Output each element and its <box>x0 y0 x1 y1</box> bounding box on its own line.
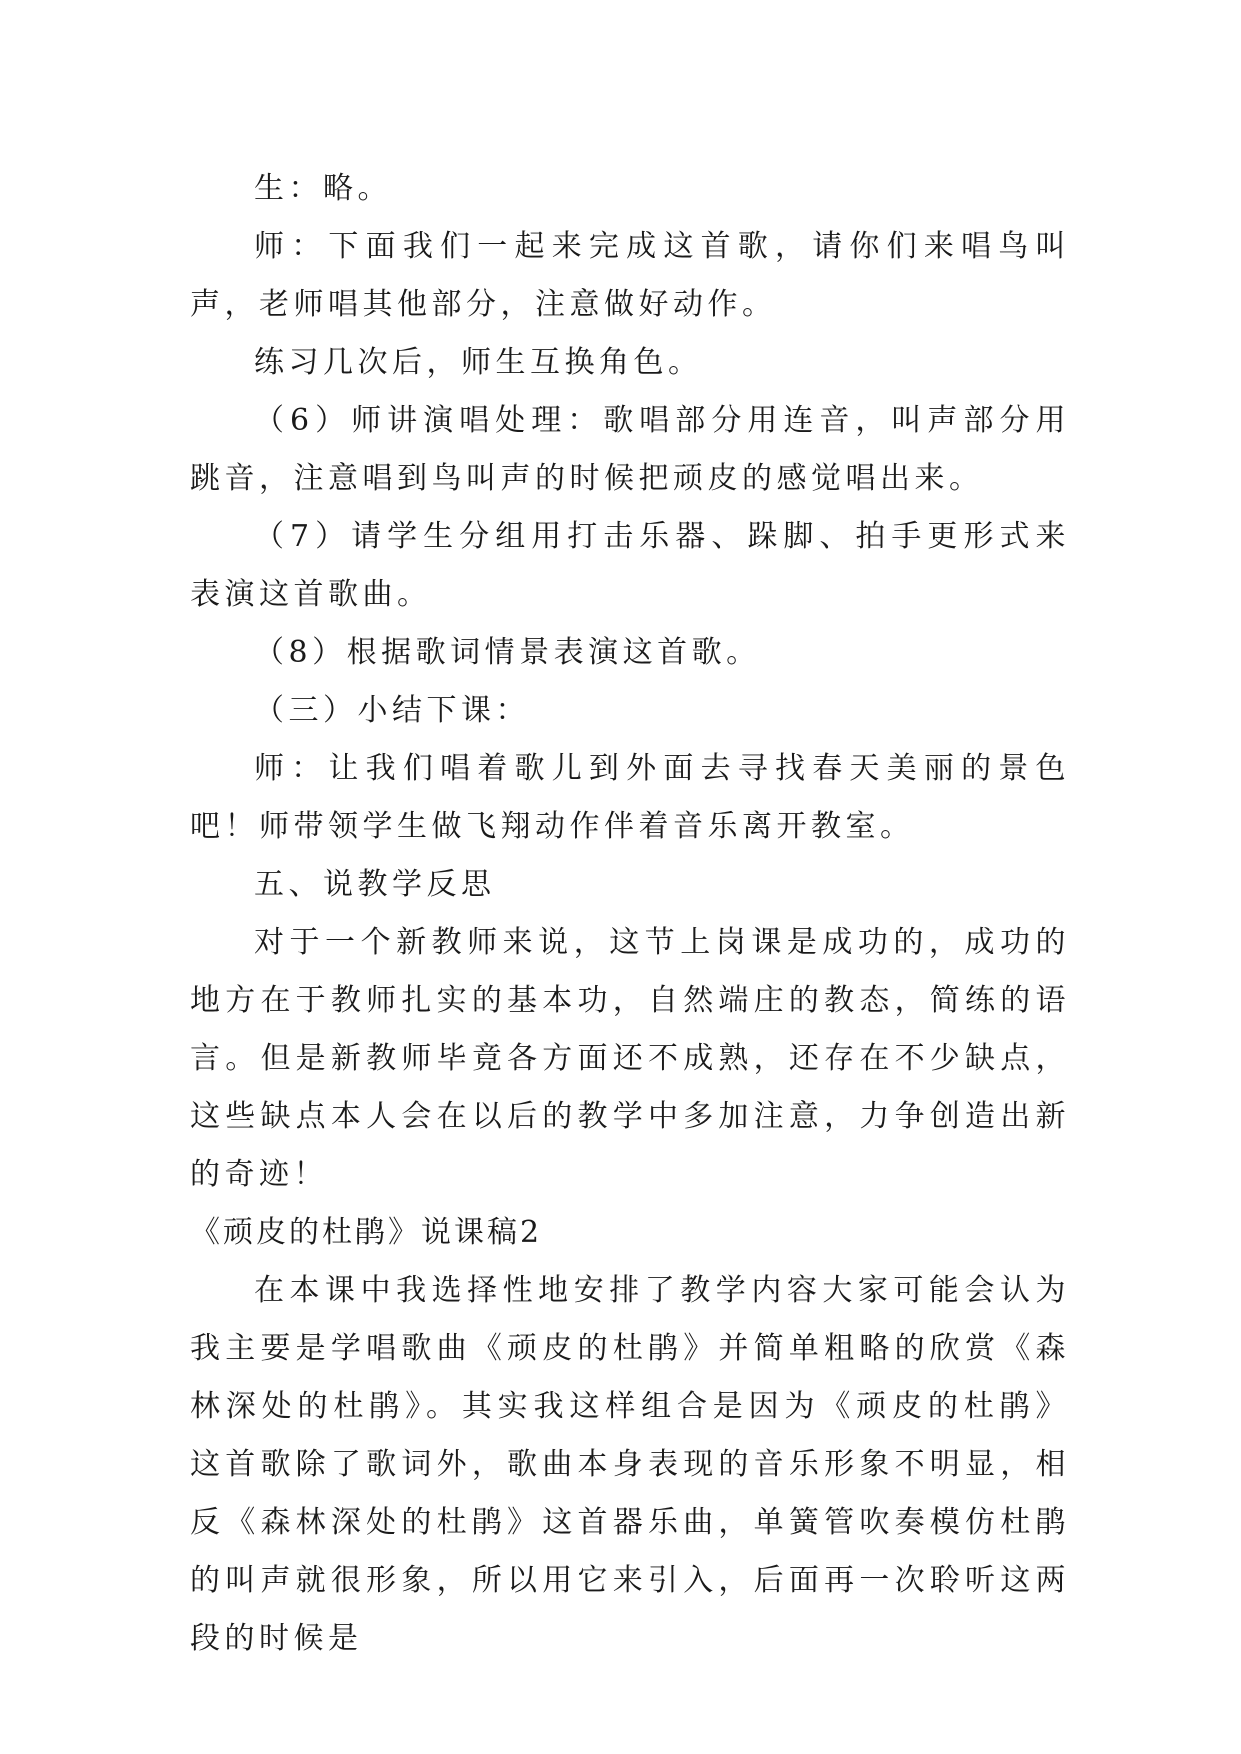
paragraph-lesson-intro: 在本课中我选择性地安排了教学内容大家可能会认为我主要是学唱歌曲《顽皮的杜鹃》并简单粗略的欣赏《森林深处的杜鹃》。其实我这样组合是因为《顽皮的杜鹃》这首歌除了歌词外，歌曲本身表现的音乐形象不明显，相反《森林深处的杜鹃》这首器乐曲，单簧管吹奏模仿杜鹃的叫声就很形象，所以用它来引入，后面再一次聆听这两段的时候是 <box>190 1273 1070 1656</box>
document-body <box>190 160 1070 1668</box>
paragraph-step-7: （7）请学生分组用打击乐器、跺脚、拍手更形式来表演这首歌曲。 <box>190 519 1070 612</box>
section-heading-summary: （三）小结下课： <box>254 693 530 728</box>
paragraph-step-6: （6）师讲演唱处理：歌唱部分用连音，叫声部分用跳音，注意唱到鸟叫声的时候把顽皮的感觉唱出来。 <box>190 403 1070 496</box>
document-title-2: 《顽皮的杜鹃》说课稿2 <box>190 1215 543 1250</box>
paragraph-student-reply: 生：略。 <box>254 171 392 206</box>
paragraph-reflection: 对于一个新教师来说，这节上岗课是成功的，成功的地方在于教师扎实的基本功，自然端庄的教态，简练的语言。但是新教师毕竟各方面还不成熟，还存在不少缺点，这些缺点本人会在以后的教学中多加注意，力争创造出新的奇迹！ <box>190 925 1070 1192</box>
paragraph-closing: 师：让我们唱着歌儿到外面去寻找春天美丽的景色吧！师带领学生做飞翔动作伴着音乐离开教室。 <box>190 751 1070 844</box>
paragraph-step-8: （8）根据歌词情景表演这首歌。 <box>254 635 761 670</box>
paragraph-practice: 练习几次后，师生互换角色。 <box>254 345 703 380</box>
section-heading-reflection: 五、说教学反思 <box>254 867 496 902</box>
paragraph-teacher-instruction: 师：下面我们一起来完成这首歌，请你们来唱鸟叫声，老师唱其他部分，注意做好动作。 <box>190 229 1070 322</box>
